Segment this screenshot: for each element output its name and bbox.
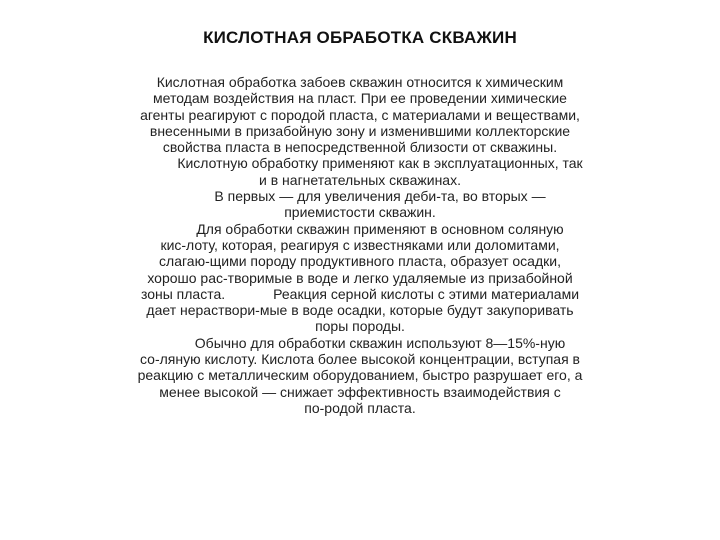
text-line: хорошо рас-творимые в воде и легко удаляемые из призабойной [147, 269, 573, 286]
text-line: по-родой пласта. [304, 399, 416, 416]
paragraph-intro [44, 74, 676, 155]
text-line: Кислотная обработка забоев скважин относится к химическим [156, 74, 564, 90]
text-line: зоны пласта. [140, 285, 226, 302]
text-line: кис-лоту, которая, реагируя с известняками или доломитами, [160, 236, 560, 253]
slide-title: КИСЛОТНАЯ ОБРАБОТКА СКВАЖИН [203, 28, 517, 47]
paragraph-purpose [44, 188, 676, 221]
paragraph-concentration [44, 335, 676, 416]
text-line: слагаю-щими породу продуктивного пласта, образует осадки, [159, 253, 561, 270]
text-line: агенты реагируют с породой пласта, с материалами и веществами, [140, 106, 580, 123]
text-line: и в нагнетательных скважинах. [259, 171, 461, 188]
paragraph-hydrochloric [44, 221, 676, 335]
text-line: менее высокой — снижает эффективность взаимодействия с [159, 383, 561, 400]
text-line: приемистости скважин. [284, 204, 436, 221]
text-line: со-ляную кислоту. Кислота более высокой концентрации, вступая в [140, 351, 580, 368]
text-line: реакцию с металлическим оборудованием, быстро разрушает его, а [137, 367, 583, 384]
slide-body [44, 74, 676, 416]
text-line: дает нераствори-мые в воде осадки, которые будут закупоривать [146, 302, 574, 319]
text-line: методам воздействия на пласт. При ее проведении химические [153, 90, 567, 107]
text-line: Кислотную обработку применяют как в эксплуатационных, так [177, 155, 583, 172]
text-line: В первых — для увеличения деби-та, во вторых — [214, 188, 546, 205]
text-line: поры породы. [315, 318, 405, 335]
text-line: Реакция серной кислоты с этими материалами [273, 285, 580, 302]
text-line: внесенными в призабойную зону и изменившими коллекторские [149, 122, 571, 139]
text-line: Для обработки скважин применяют в основном соляную [196, 220, 564, 237]
paragraph-application [44, 155, 676, 188]
text-line: свойства пласта в непосредственной близости от скважины. [162, 139, 558, 156]
text-line: Обычно для обработки скважин используют 8—15%-ную [194, 334, 566, 351]
